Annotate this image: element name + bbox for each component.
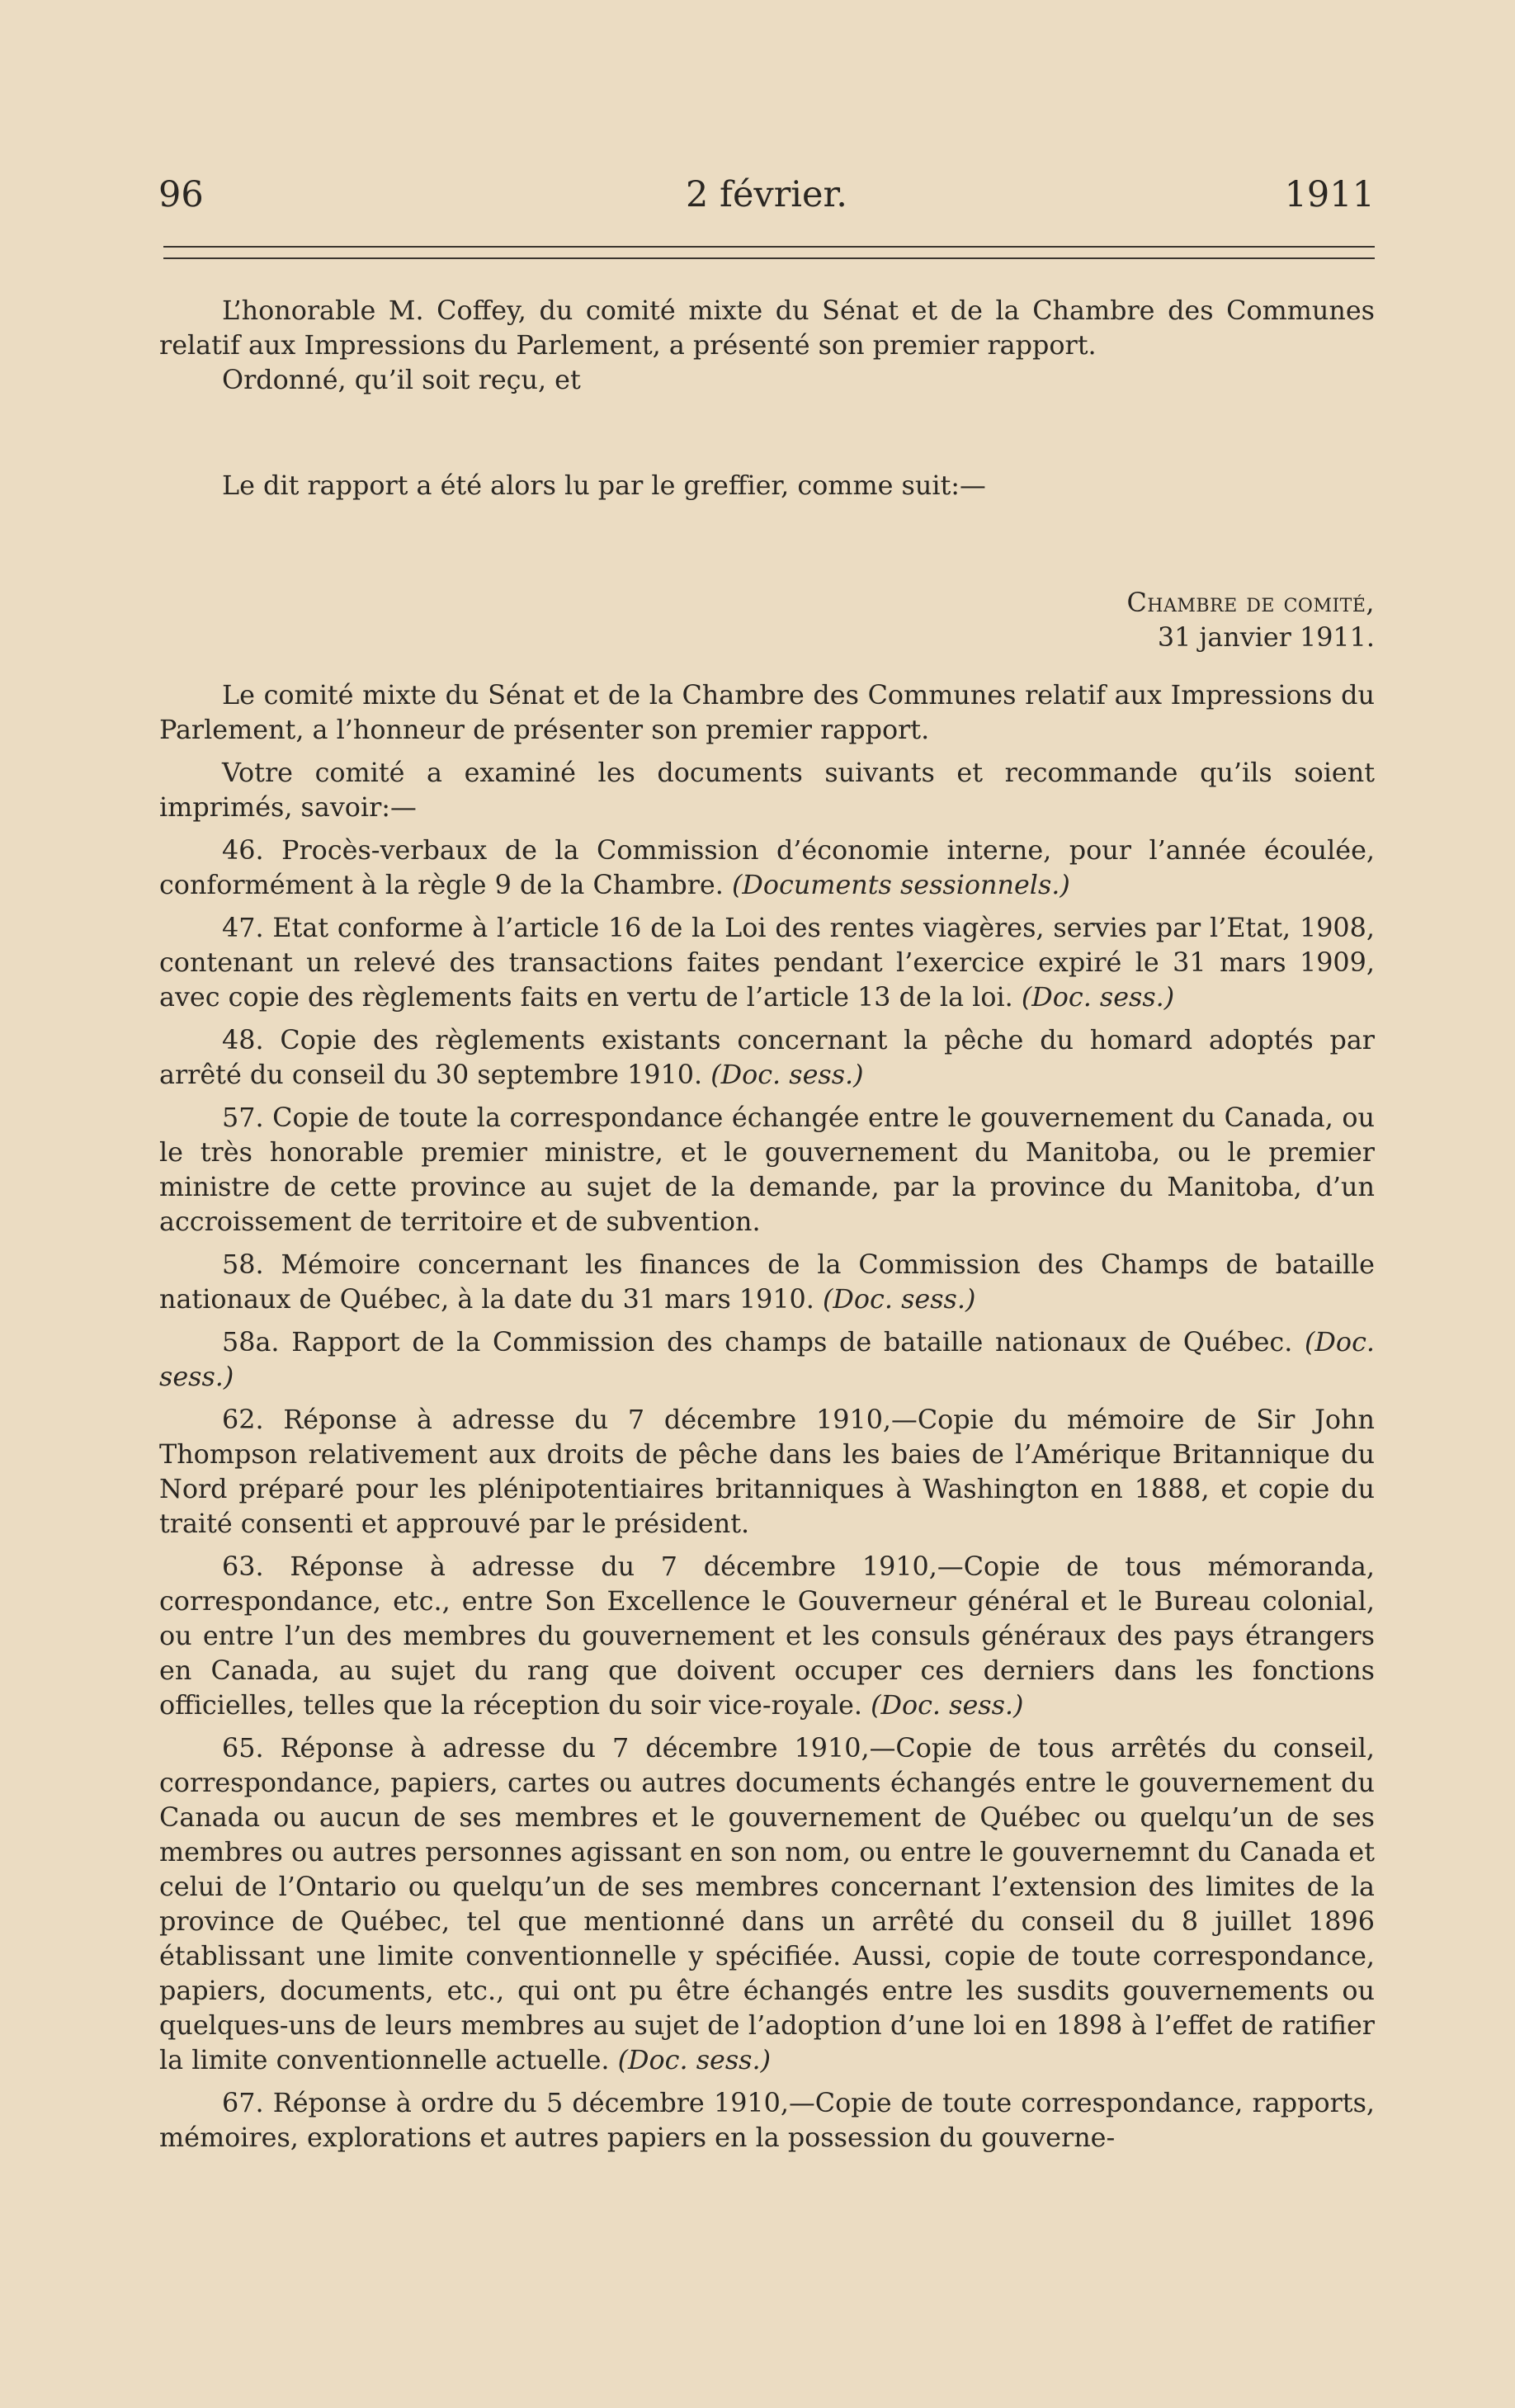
item-reference: (Doc. sess.) xyxy=(871,1690,1024,1721)
document-list xyxy=(159,833,1375,2155)
header-year: 1911 xyxy=(1284,174,1375,215)
report-paragraph: Votre comité a examiné les documents suivants et recommande qu’ils soient imprimés, savoir:— xyxy=(159,758,1375,823)
list-item xyxy=(159,1550,1375,1723)
intro-reading: Le dit rapport a été alors lu par le greffier, comme suit:— xyxy=(222,470,986,501)
intro-paragraph: L’honorable M. Coffey, du comité mixte du Sénat et de la Chambre des Communes relatif aux Impressions du Parlement, a présenté son premier rapport. xyxy=(159,295,1375,361)
item-reference: (Doc. sess.) xyxy=(1021,982,1175,1013)
list-item xyxy=(159,1731,1375,2078)
item-text: 62. Réponse à adresse du 7 décembre 1910,—Copie du mémoire de Sir John Thompson relativement aux droits de pêche dans les baies de l’Amérique Britannique du Nord préparé pour les plénipotentiaires britanniques à Washington en 1888, et copie du traité consenti et approuvé par le président. xyxy=(159,1405,1375,1539)
item-reference: (Doc. sess.) xyxy=(617,2045,771,2075)
item-text: 65. Réponse à adresse du 7 décembre 1910,—Copie de tous arrêtés du conseil, correspondance, papiers, cartes ou autres documents échangés entre le gouvernement du Canada ou aucun de ses membres et le gouvernement de Québec ou quelqu’un de ses membres ou autres personnes agissant en son nom, ou entre le gouvernemnt du Canada et celui de l’Ontario ou quelqu’un de ses membres concernant l’extension des limites de la province de Québec, tel que mentionné dans un arrêté du conseil du 8 juillet 1896 établissant une limite conventionnelle y spécifiée. Aussi, copie de toute correspondance, papiers, documents, etc., qui ont pu être échangés entre les susdits gouvernements ou quelques-uns de leurs membres au sujet de l’adoption d’une loi en 1898 à l’effet de ratifier la limite conventionnelle actuelle. xyxy=(159,1733,1375,2075)
page-number: 96 xyxy=(158,174,204,215)
list-item xyxy=(159,1023,1375,1093)
signature-place: Chambre de comité, xyxy=(1126,588,1375,618)
item-text: 48. Copie des règlements existants concernant la pêche du homard adoptés par arrêté du conseil du 30 septembre 1910. xyxy=(159,1025,1375,1090)
signature-block xyxy=(159,586,1375,655)
list-item xyxy=(159,911,1375,1015)
page-body xyxy=(159,294,1375,2155)
list-item xyxy=(159,1325,1375,1395)
page-header xyxy=(158,170,1375,220)
header-double-rule xyxy=(163,246,1375,259)
item-reference: (Doc. sess.) xyxy=(823,1284,976,1315)
item-text: 47. Etat conforme à l’article 16 de la Loi des rentes viagères, servies par l’Etat, 1908, contenant un relevé des transactions faites pendant l’exercice expiré le 31 mars 1909, avec copie des règlements faits en vertu de l’article 13 de la loi. xyxy=(159,913,1375,1013)
item-reference: (Doc. sess.) xyxy=(710,1060,864,1090)
item-text: 67. Réponse à ordre du 5 décembre 1910,—Copie de toute correspondance, rapports, mémoires, explorations et autres papiers en la possession du gouverne- xyxy=(159,2088,1375,2153)
intro-order: Ordonné, qu’il soit reçu, et xyxy=(222,365,581,395)
header-date: 2 février. xyxy=(686,174,847,215)
list-item xyxy=(159,2086,1375,2155)
list-item xyxy=(159,833,1375,903)
item-reference: (Doc. sess.) xyxy=(159,1327,1375,1392)
list-item xyxy=(159,1403,1375,1542)
item-text: 63. Réponse à adresse du 7 décembre 1910,—Copie de tous mémoranda, correspondance, etc., entre Son Excellence le Gouverneur général et le Bureau colonial, ou entre l’un des membres du gouvernement et les consuls généraux des pays étrangers en Canada, au sujet du rang que doivent occuper ces derniers dans les fonctions officielles, telles que la réception du soir vice-royale. xyxy=(159,1551,1375,1721)
list-item xyxy=(159,1248,1375,1317)
list-item xyxy=(159,1101,1375,1239)
item-text: 58. Mémoire concernant les finances de la Commission des Champs de bataille nationaux de Québec, à la date du 31 mars 1910. xyxy=(159,1249,1375,1315)
signature-date: 31 janvier 1911. xyxy=(1157,622,1375,653)
item-text: 58a. Rapport de la Commission des champs de bataille nationaux de Québec. xyxy=(222,1327,1293,1357)
item-text: 57. Copie de toute la correspondance échangée entre le gouvernement du Canada, ou le très honorable premier ministre, et le gouvernement du Manitoba, ou le premier ministre de cette province au sujet de la demande, par la province du Manitoba, d’un accroissement de territoire et de subvention. xyxy=(159,1102,1375,1237)
item-text: 46. Procès-verbaux de la Commission d’économie interne, pour l’année écoulée, conformément à la règle 9 de la Chambre. xyxy=(159,835,1375,900)
report-paragraph: Le comité mixte du Sénat et de la Chambre des Communes relatif aux Impressions du Parlement, a l’honneur de présenter son premier rapport. xyxy=(159,680,1375,745)
item-reference: (Documents sessionnels.) xyxy=(731,870,1070,900)
